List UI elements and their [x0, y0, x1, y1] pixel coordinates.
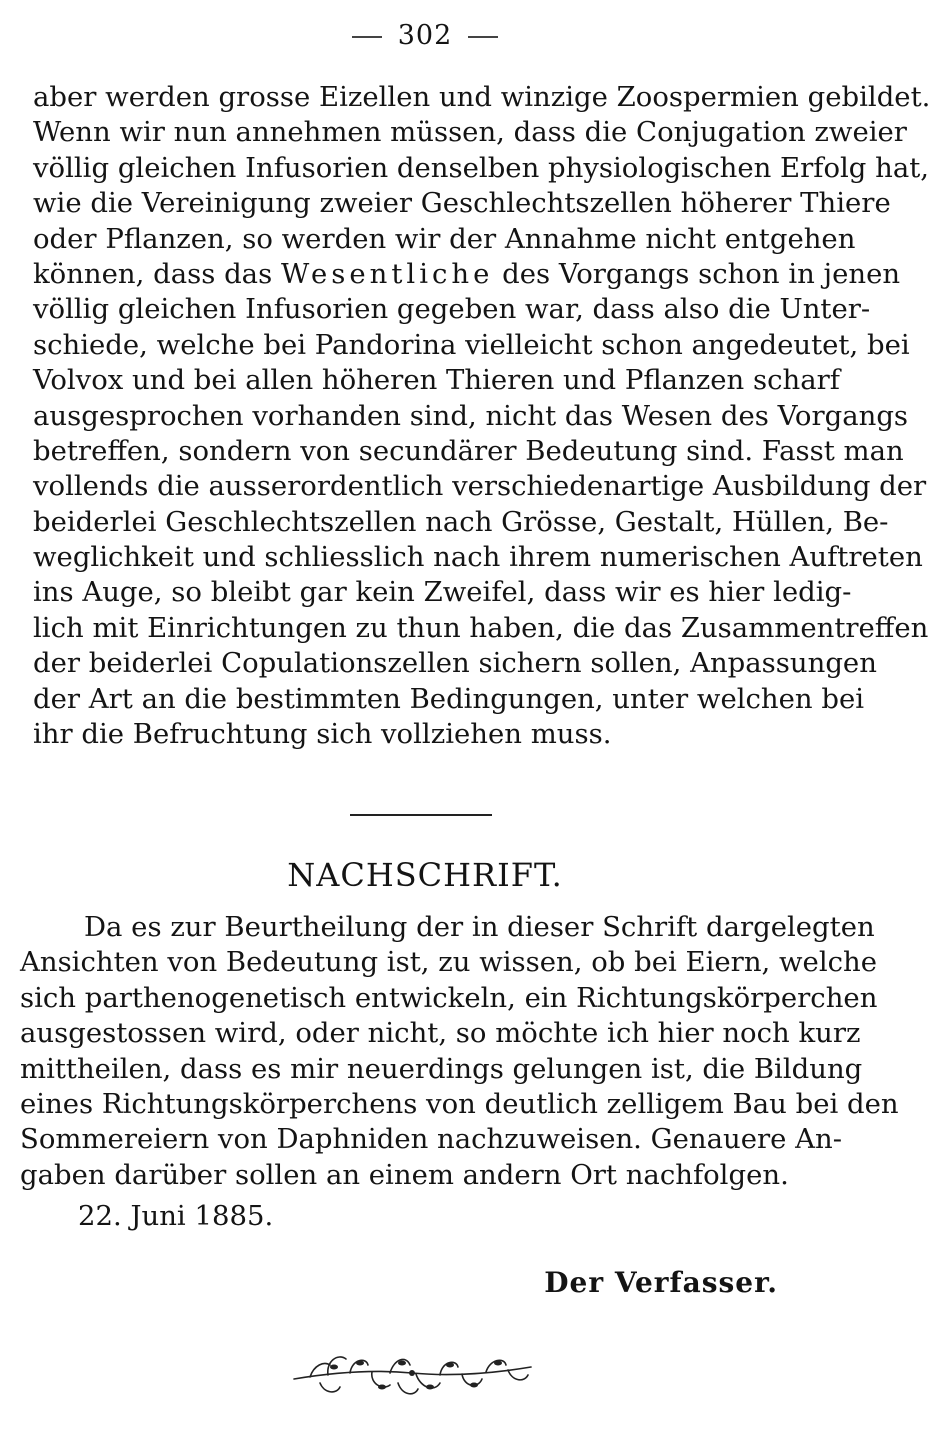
section-divider	[350, 814, 492, 816]
text-line: oder Pflanzen, so werden wir der Annahme nicht entgehen	[33, 222, 856, 255]
text-line: mittheilen, dass es mir neuerdings gelungen ist, die Bildung	[20, 1052, 863, 1085]
header-dash-left	[352, 36, 382, 38]
text-line: ausgesprochen vorhanden sind, nicht das Wesen des Vorgangs	[33, 399, 909, 432]
author-signature: Der Verfasser.	[544, 1266, 778, 1299]
text-line: Volvox und bei allen höheren Thieren und Pflanzen scharf	[33, 364, 840, 397]
postscript-heading: NACHSCHRIFT.	[287, 856, 563, 894]
text-line: Sommereiern von Daphniden nachzuweisen. Genauere An-	[20, 1123, 843, 1156]
text-line: der beiderlei Copulationszellen sichern sollen, Anpassungen	[33, 647, 877, 680]
text-line: aber werden grosse Eizellen und winzige Zoospermien gebildet.	[33, 81, 930, 113]
floral-ornament-icon	[290, 1343, 535, 1403]
text-line: Wenn wir nun annehmen müssen, dass die Conjugation zweier	[33, 116, 907, 149]
header-dash-right	[468, 36, 498, 38]
text-line	[33, 257, 901, 292]
text-segment: des Vorgangs schon in jenen	[502, 257, 901, 290]
page-number-header	[0, 20, 850, 51]
text-line: sich parthenogenetisch entwickeln, ein Richtungskörperchen	[20, 981, 878, 1014]
text-line: weglichkeit und schliesslich nach ihrem numerischen Auftreten	[33, 541, 923, 574]
text-line: völlig gleichen Infusorien gegeben war, dass also die Unter-	[33, 293, 871, 326]
text-line: lich mit Einrichtungen zu thun haben, die das Zusammentreffen	[33, 611, 929, 644]
postscript-text-block	[20, 910, 899, 1193]
text-line: Ansichten von Bedeutung ist, zu wissen, ob bei Eiern, welche	[20, 946, 878, 979]
text-line: der Art an die bestimmten Bedingungen, unter welchen bei	[33, 682, 865, 715]
text-line: gaben darüber sollen an einem andern Ort nachfolgen.	[20, 1158, 789, 1191]
text-line: beiderlei Geschlechtszellen nach Grösse, Gestalt, Hüllen, Be-	[33, 505, 889, 538]
postscript-date: 22. Juni 1885.	[78, 1200, 274, 1232]
text-line: Da es zur Beurtheilung der in dieser Schrift dargelegten	[84, 911, 875, 943]
text-line: völlig gleichen Infusorien denselben physiologischen Erfolg hat,	[33, 151, 930, 184]
text-line: schiede, welche bei Pandorina vielleicht schon angedeutet, bei	[33, 328, 910, 361]
text-line: vollends die ausserordentlich verschiedenartige Ausbildung der	[33, 470, 927, 503]
text-segment: können, dass das	[33, 257, 273, 290]
text-line: ins Auge, so bleibt gar kein Zweifel, dass wir es hier ledig-	[33, 576, 852, 609]
page-number: 302	[397, 20, 453, 51]
text-line: ihr die Befruchtung sich vollziehen muss.	[33, 718, 612, 751]
text-line: eines Richtungskörperchens von deutlich zelligem Bau bei den	[20, 1087, 899, 1120]
main-text-block	[33, 80, 930, 752]
text-line: ausgestossen wird, oder nicht, so möchte ich hier noch kurz	[20, 1017, 861, 1050]
emphasized-word: Wesentliche	[280, 257, 494, 290]
text-line: betreffen, sondern von secundärer Bedeutung sind. Fasst man	[33, 434, 904, 467]
text-line: wie die Vereinigung zweier Geschlechtszellen höherer Thiere	[33, 187, 891, 220]
